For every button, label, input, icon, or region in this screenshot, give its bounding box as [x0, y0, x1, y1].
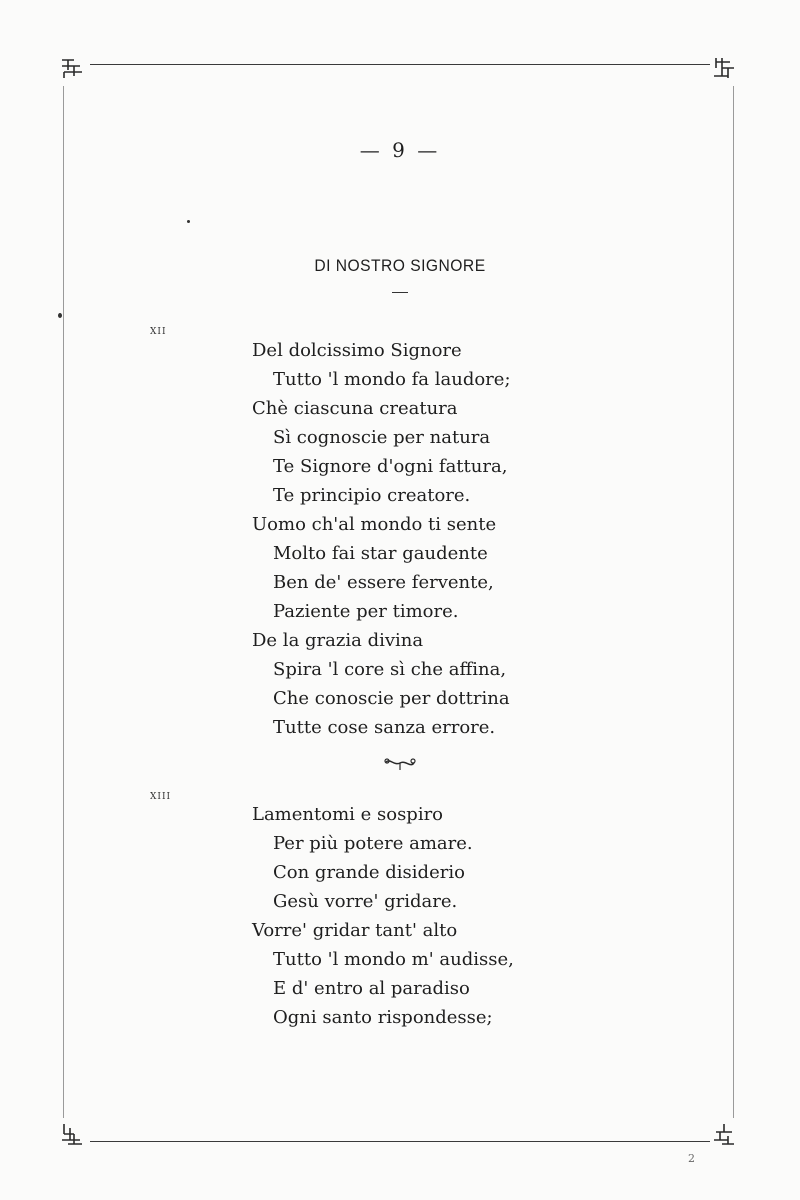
verse-line: Ogni santo rispondesse; — [273, 1007, 493, 1028]
stanza-numeral: XII — [150, 327, 167, 337]
verse-line: Ben de' essere fervente, — [273, 572, 494, 593]
frame-bottom-rule — [90, 1141, 710, 1142]
verse-line: Tutte cose sanza errore. — [273, 717, 496, 738]
verse-line: Vorre' gridar tant' alto — [252, 920, 458, 941]
verse-line: Per più potere amare. — [273, 833, 473, 854]
verse-line: Chè ciascuna creatura — [252, 398, 458, 419]
verse-line: Uomo ch'al mondo ti sente — [252, 514, 497, 535]
ink-speck — [58, 313, 62, 318]
frame-left-rule — [63, 86, 64, 1118]
page-number: — 9 — — [359, 138, 441, 162]
verse-line: Con grande disiderio — [273, 862, 465, 883]
frame-right-rule — [733, 86, 734, 1118]
verse-line: Del dolcissimo Signore — [252, 340, 462, 361]
ink-speck — [187, 220, 190, 223]
frame-top-rule — [90, 64, 710, 65]
verse-line: De la grazia divina — [252, 630, 424, 651]
scroll-flourish-icon — [384, 756, 416, 772]
verse-line: Paziente per timore. — [273, 601, 459, 622]
corner-ornament-icon — [60, 56, 84, 80]
verse-line: Tutto 'l mondo fa laudore; — [273, 369, 511, 390]
corner-ornament-icon — [712, 1122, 736, 1146]
signature-mark: 2 — [688, 1152, 695, 1165]
section-title: DI NOSTRO SIGNORE — [314, 256, 486, 275]
verse-line: E d' entro al paradiso — [273, 978, 470, 999]
corner-ornament-icon — [712, 56, 736, 80]
verse-line: Sì cognoscie per natura — [273, 427, 491, 448]
verse-line: Te Signore d'ogni fattura, — [273, 456, 508, 477]
stanza-numeral: XIII — [150, 792, 172, 802]
corner-ornament-icon — [60, 1122, 84, 1146]
verse-line: Tutto 'l mondo m' audisse, — [273, 949, 514, 970]
verse-line: Che conoscie per dottrina — [273, 688, 510, 709]
title-rule — [392, 292, 408, 293]
verse-line: Gesù vorre' gridare. — [273, 891, 458, 912]
verse-line: Te principio creatore. — [273, 485, 471, 506]
verse-line: Lamentomi e sospiro — [252, 804, 444, 825]
verse-line: Molto fai star gaudente — [273, 543, 488, 564]
verse-line: Spira 'l core sì che affina, — [273, 659, 507, 680]
